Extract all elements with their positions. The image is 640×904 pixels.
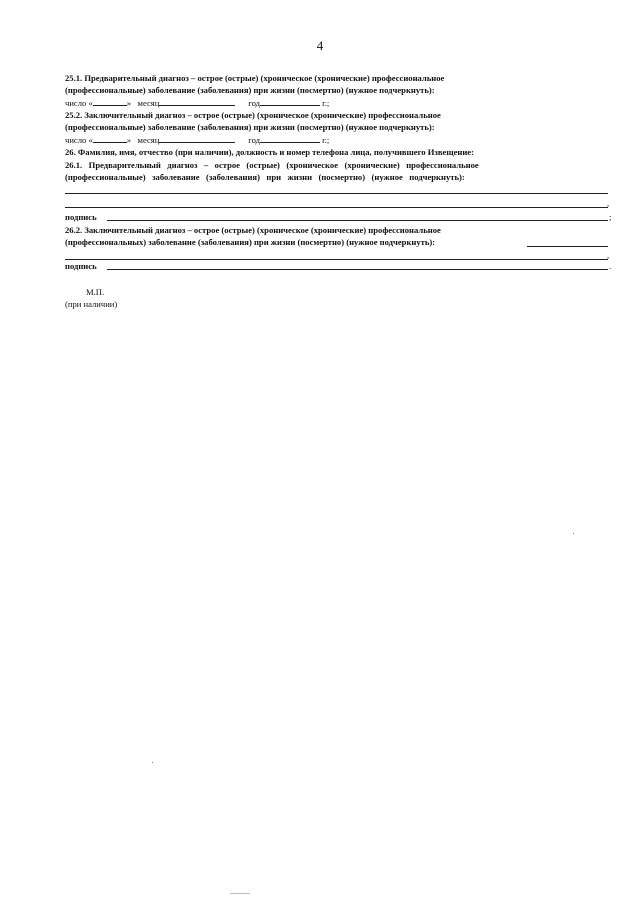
year-suffix: г.;	[322, 135, 330, 145]
section-26-1-title-line2: (профессиональные) заболевание (заболевания) при жизни (посмертно) (нужное подчеркнуть):	[65, 172, 465, 182]
day-close: »	[126, 135, 132, 145]
section-26-1-line-end: ,	[607, 198, 610, 208]
section-26-2-signature-end: .	[609, 261, 612, 271]
section-26-1-title-line1: 26.1. Предварительный диагноз – острое (острые) (хроническое (хронические) профессиональное	[65, 160, 479, 170]
section-25-1-title-line1: 25.1. Предварительный диагноз – острое (острые) (хроническое (хронические) профессиональное	[65, 73, 445, 83]
year-field[interactable]	[260, 97, 320, 106]
section-26-2-answer-line-1[interactable]	[65, 259, 608, 260]
day-label: число «	[65, 135, 93, 145]
scan-speck	[230, 893, 250, 894]
month-label: месяц	[137, 98, 160, 108]
day-field[interactable]	[93, 97, 127, 106]
day-label: число «	[65, 98, 93, 108]
year-label: год	[248, 98, 260, 108]
day-close: »	[126, 98, 132, 108]
section-26-2-answer-line-0[interactable]	[527, 246, 608, 247]
day-field[interactable]	[93, 134, 127, 143]
section-26-1-answer-line-2[interactable]	[65, 207, 608, 208]
section-25-2-date-row	[65, 134, 613, 146]
section-26-1-signature-field[interactable]	[107, 220, 608, 221]
scan-speck	[573, 533, 574, 534]
section-26-2-line-end: ,	[607, 250, 610, 260]
month-label: месяц	[137, 135, 160, 145]
year-label: год	[248, 135, 260, 145]
section-25-1-date-row	[65, 97, 613, 109]
year-suffix: г.;	[322, 98, 330, 108]
section-26-2-title-line2: (профессиональных) заболевание (заболевания) при жизни (посмертно) (нужное подчеркнуть):	[65, 237, 436, 247]
section-26-1-signature-end: ;	[609, 212, 612, 222]
page-number: 4	[316, 38, 324, 53]
stamp-note: (при наличии)	[65, 299, 118, 309]
section-25-1-title-line2: (профессиональные) заболевание (заболевания) при жизни (посмертно) (нужное подчеркнуть):	[65, 85, 435, 95]
section-26-2-title-line1: 26.2. Заключительный диагноз – острое (острые) (хроническое (хронические) профессиональное	[65, 225, 441, 235]
section-26-1-signature-label: подпись	[65, 212, 97, 222]
section-26-1-answer-line-1[interactable]	[65, 193, 608, 194]
stamp-mp: М.П.	[86, 287, 105, 297]
year-field[interactable]	[260, 134, 320, 143]
section-26-title: 26. Фамилия, имя, отчество (при наличии), должность и номер телефона лица, получившего Извещение:	[65, 147, 474, 157]
month-field[interactable]	[159, 97, 235, 106]
section-26-2-signature-field[interactable]	[107, 269, 608, 270]
section-25-2-title-line1: 25.2. Заключительный диагноз – острое (острые) (хроническое (хронические) профессиональное	[65, 110, 441, 120]
month-field[interactable]	[159, 134, 235, 143]
section-26-2-signature-label: подпись	[65, 261, 97, 271]
section-25-2-title-line2: (профессиональные) заболевание (заболевания) при жизни (посмертно) (нужное подчеркнуть):	[65, 122, 435, 132]
scan-speck	[152, 762, 153, 763]
